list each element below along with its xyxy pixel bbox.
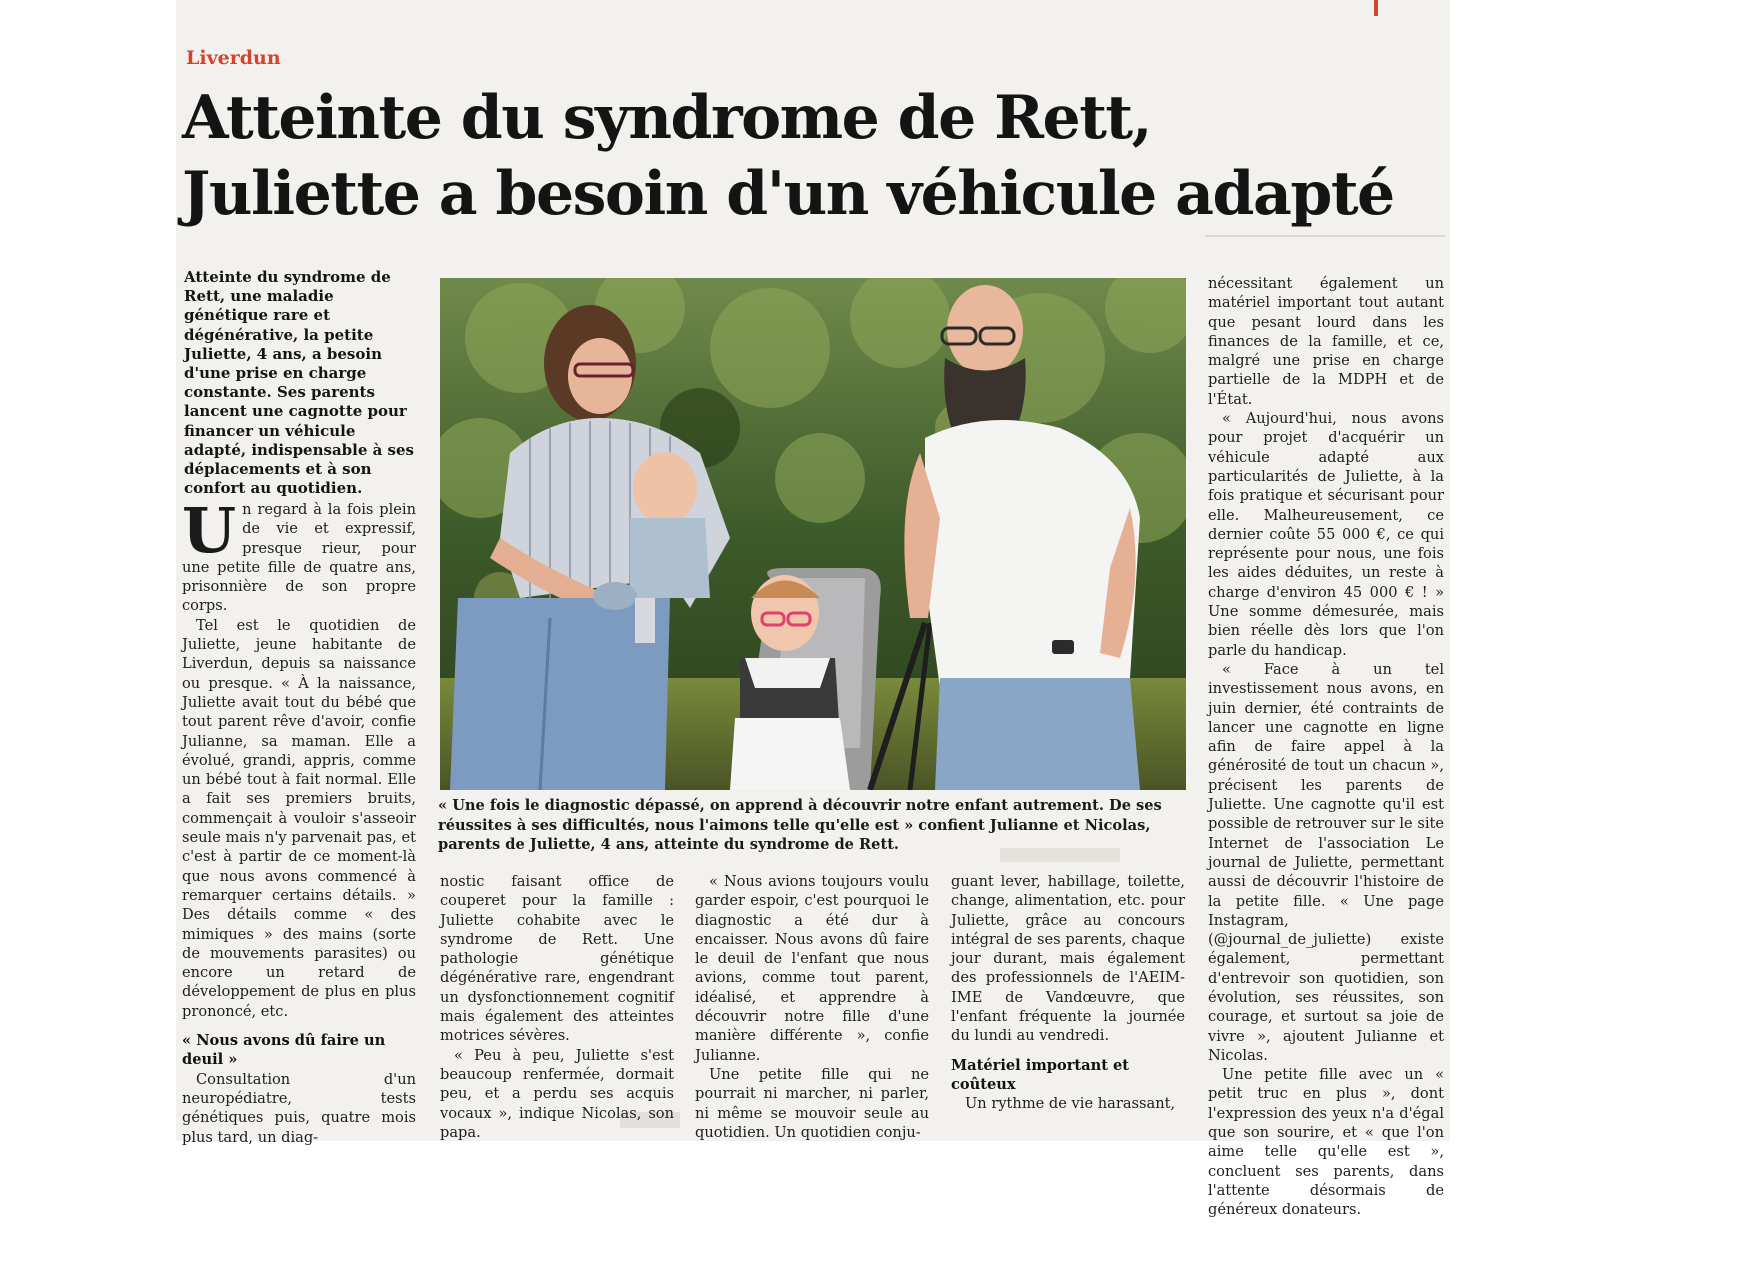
bleed-rule [1205,235,1445,237]
section-kicker: Liverdun [186,47,281,69]
subheading: Matériel important et coûteux [951,1056,1130,1093]
article-column-4 [951,872,1185,1114]
article-column-5 [1208,274,1444,1220]
family-photo [440,278,1186,790]
paragraph: « Peu à peu, Juliette s'est beaucoup renfermée, dormait peu, et a perdu ses acquis vocaux », indique Nicolas, son papa. [440,1046,674,1141]
paragraph: « Nous avions toujours voulu garder espoir, c'est pourquoi le diagnostic a été dur à encaisser. Nous avons dû faire le deuil de l'enfant que nous avions, comme tout parent, idéalisé, et apprendre à découvrir notre fille d'une manière différente », confie Julianne. [695,873,929,1064]
article-column-1 [182,494,416,1147]
article-lead: Atteinte du syndrome de Rett, une maladie génétique rare et dégénérative, la petite Juliette, 4 ans, a besoin d'une prise en charge constante. Ses parents lancent une cagnotte pour financer un véhicule adapté, indispensable à ses déplacements et à son confort au quotidien. [184,268,414,498]
opening-paragraph [182,494,416,616]
paragraph: Une petite fille avec un « petit truc en plus », dont l'expression des yeux n'a d'égal que son sourire, et « que l'on aime telle qu'elle est », concluent ses parents, dans l'attente désormais de généreux donateurs. [1208,1066,1444,1219]
article-column-3 [695,872,929,1142]
page-edge-marker [1374,0,1378,16]
paragraph: Consultation d'un neuropédiatre, tests génétiques puis, quatre mois plus tard, un diag- [182,1070,416,1146]
photo-caption: « Une fois le diagnostic dépassé, on apprend à découvrir notre enfant autrement. De ses réussites à ses difficultés, nous l'aimons telle qu'elle est » confient Julianne et Nicolas, parents de Juliette, 4 ans, atteinte du syndrome de Rett. [438,797,1162,853]
paragraph: « Aujourd'hui, nous avons pour projet d'acquérir un véhicule adapté aux particularités de Juliette, à la fois pratique et sécurisant pour elle. Malheureusement, ce dernier coûte 55 000 €, ce qui représente pour nous, une fois les aides déduites, un reste à charge d'environ 45 000 € ! » Une somme démesurée, mais bien réelle dès lors que l'on parle du handicap. [1208,410,1444,659]
headline-line-2: Juliette a besoin d'un véhicule adapté [182,159,1394,229]
headline-line-1: Atteinte du syndrome de Rett, [182,83,1152,153]
subheading: « Nous avons dû faire un deuil » [182,1032,386,1069]
photo-illustration [440,278,1186,790]
paragraph: nécessitant également un matériel important tout autant que pesant lourd dans les finances de la famille, et ce, malgré une prise en charge partielle de la MDPH et de l'État. [1208,275,1444,408]
article-headline [182,80,1448,232]
paragraph: Tel est le quotidien de Juliette, jeune habitante de Liverdun, depuis sa naissance ou presque. « À la naissance, Juliette avait tout du bébé que tout parent rêve d'avoir, confie Julianne, sa maman. Elle a évolué, grandi, appris, comme un bébé tout à fait normal. Elle a fait ses premiers bruits, commençait à vouloir s'asseoir seule mais n'y parvenait pas, et c'est à partir de ce moment-là que nous avons commencé à remarquer certains détails. » Des détails comme « des mimiques » des mains (sorte de mouvements parasites) ou encore un retard de développement de plus en plus prononcé, etc. [182,616,416,1020]
paragraph: « Face à un tel investissement nous avons, en juin dernier, été contraints de lancer une cagnotte en ligne afin de faire appel à la générosité de tout un chacun », précisent les parents de Juliette. Une cagnotte qu'il est possible de retrouver sur le site Internet de l'association Le journal de Juliette, permettant aussi de découvrir l'histoire de la petite fille. « Une page Instagram, (@journal_de_juliette) existe également, permettant d'entrevoir son quotidien, son évolution, ses réussites, son courage, et surtout sa joie de vivre », ajoutent Julianne et Nicolas. [1208,660,1444,1064]
paragraph: Un rythme de vie harassant, [965,1095,1176,1113]
paragraph: nostic faisant office de couperet pour la famille : Juliette cohabite avec le syndrome de Rett. Une pathologie génétique dégénérative rare, engendrant un dysfonctionnement cognitif mais également des atteintes motrices sévères. [440,873,674,1045]
opening-text: n regard à la fois plein de vie et expressif, presque rieur, pour une petite fille de quatre ans, prisonnière de son propre corps. [182,501,416,615]
paragraph: guant lever, habillage, toilette, change, alimentation, etc. pour Juliette, grâce au concours intégral de ses parents, chaque jour durant, mais également des professionnels de l'AEIM-IME de Vandœuvre, que l'enfant fréquente la journée du lundi au vendredi. [951,873,1185,1045]
paragraph: Une petite fille qui ne pourrait ni marcher, ni parler, ni même se mouvoir seule au quotidien. Un quotidien conju- [695,1065,929,1141]
article-column-2 [440,872,674,1142]
drop-cap: U [182,494,237,567]
